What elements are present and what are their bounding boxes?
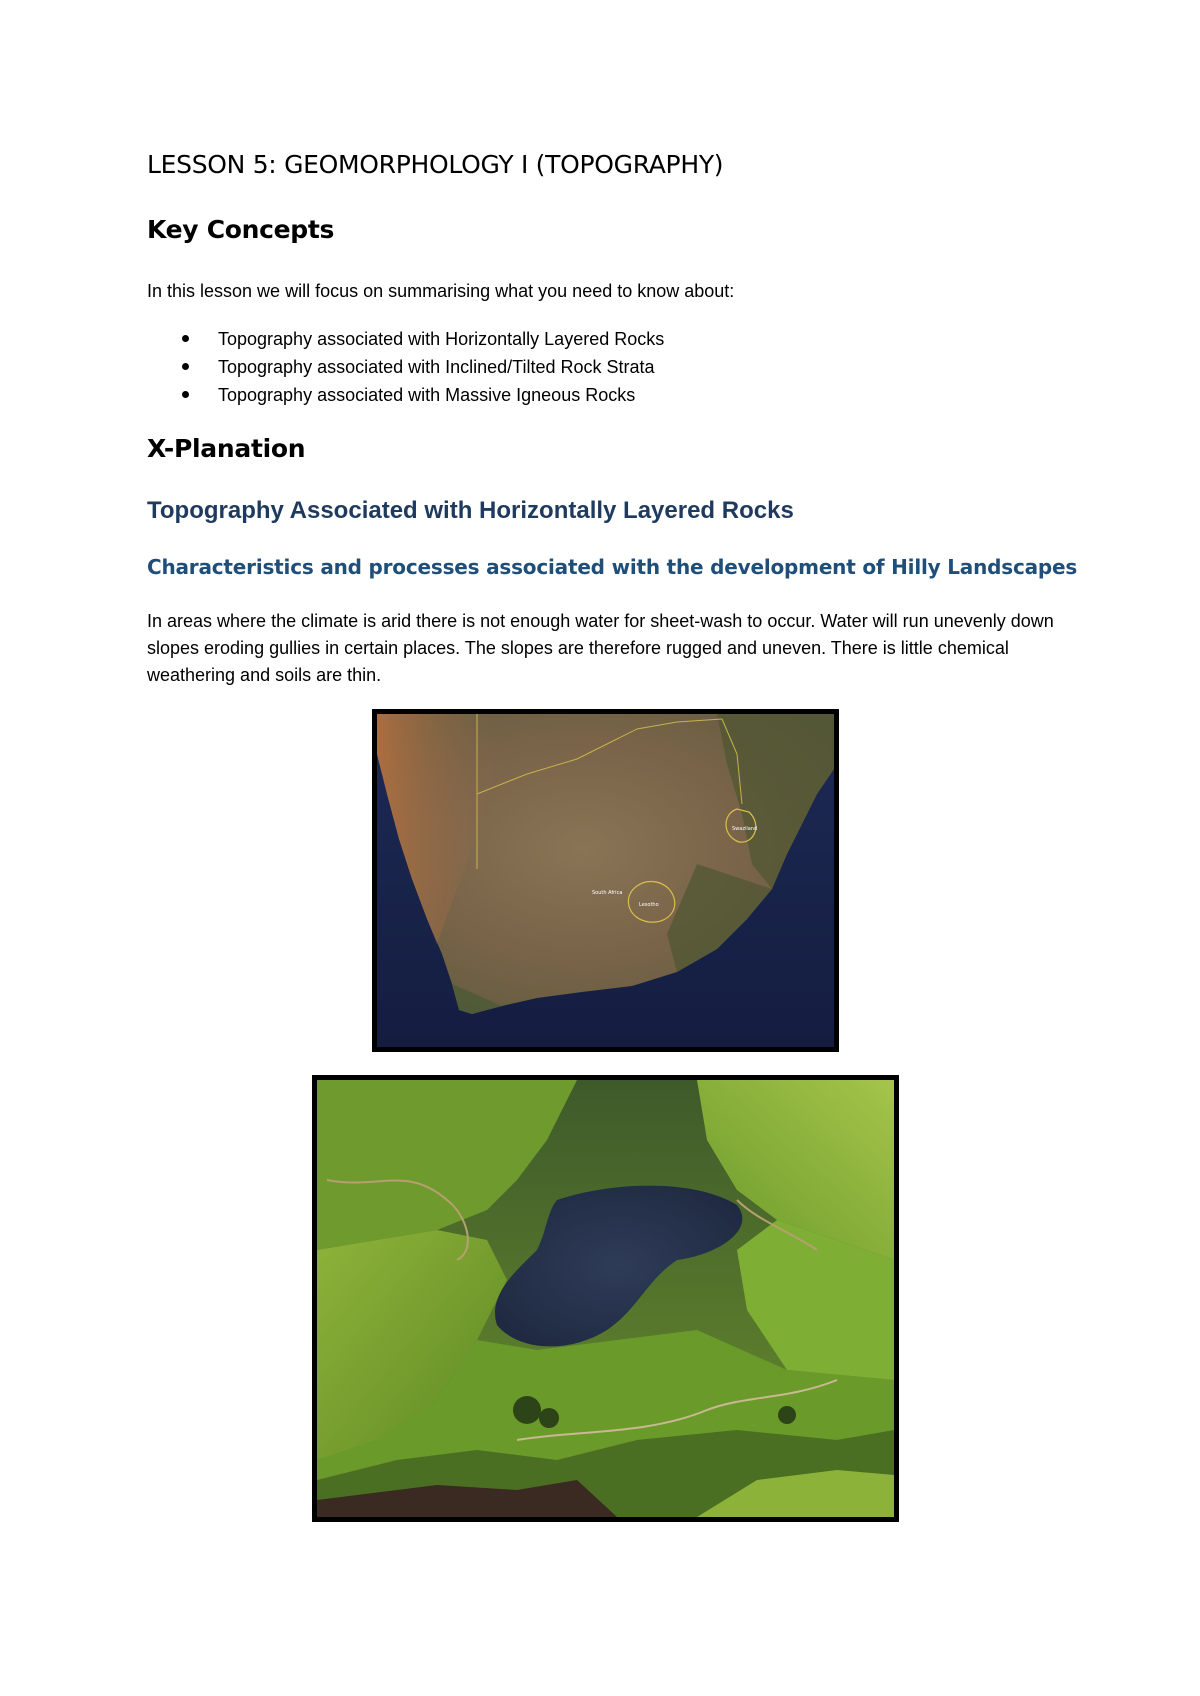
map-label: South Africa — [592, 890, 623, 896]
key-concepts-heading: Key Concepts — [147, 215, 335, 244]
characteristics-heading: Characteristics and processes associated with the development of Hilly Landscapes — [147, 555, 1078, 579]
concept-label: Topography associated with Horizontally Layered Rocks — [218, 329, 665, 349]
concept-item — [147, 353, 664, 381]
bullet-icon — [182, 335, 189, 342]
lesson-title: LESSON 5: GEOMORPHOLOGY I (TOPOGRAPHY) — [147, 150, 724, 179]
map-label: Swaziland — [732, 826, 758, 832]
concept-item — [147, 381, 664, 409]
body-paragraph: In areas where the climate is arid there is not enough water for sheet-wash to occur. Water will run unevenly down slopes eroding gullies in certain places. The slopes are therefore rugged and uneven. There is little chemical weathering and soils are thin. — [147, 611, 1054, 685]
intro-text: In this lesson we will focus on summarising what you need to know about: — [147, 281, 735, 301]
concept-list — [147, 325, 664, 409]
concept-label: Topography associated with Inclined/Tilted Rock Strata — [218, 357, 655, 377]
map-label: Lesotho — [639, 902, 659, 908]
concept-item — [147, 325, 664, 353]
topography-heading: Topography Associated with Horizontally Layered Rocks — [147, 497, 794, 524]
hilly-landscape-photo — [312, 1075, 899, 1522]
satellite-map-graphic — [377, 714, 834, 1047]
hilly-landscape-graphic — [317, 1080, 894, 1517]
xplanation-heading: X-Planation — [147, 434, 306, 463]
bullet-icon — [182, 391, 189, 398]
satellite-map-image — [372, 709, 839, 1052]
concept-label: Topography associated with Massive Igneous Rocks — [218, 385, 636, 405]
bullet-icon — [182, 363, 189, 370]
